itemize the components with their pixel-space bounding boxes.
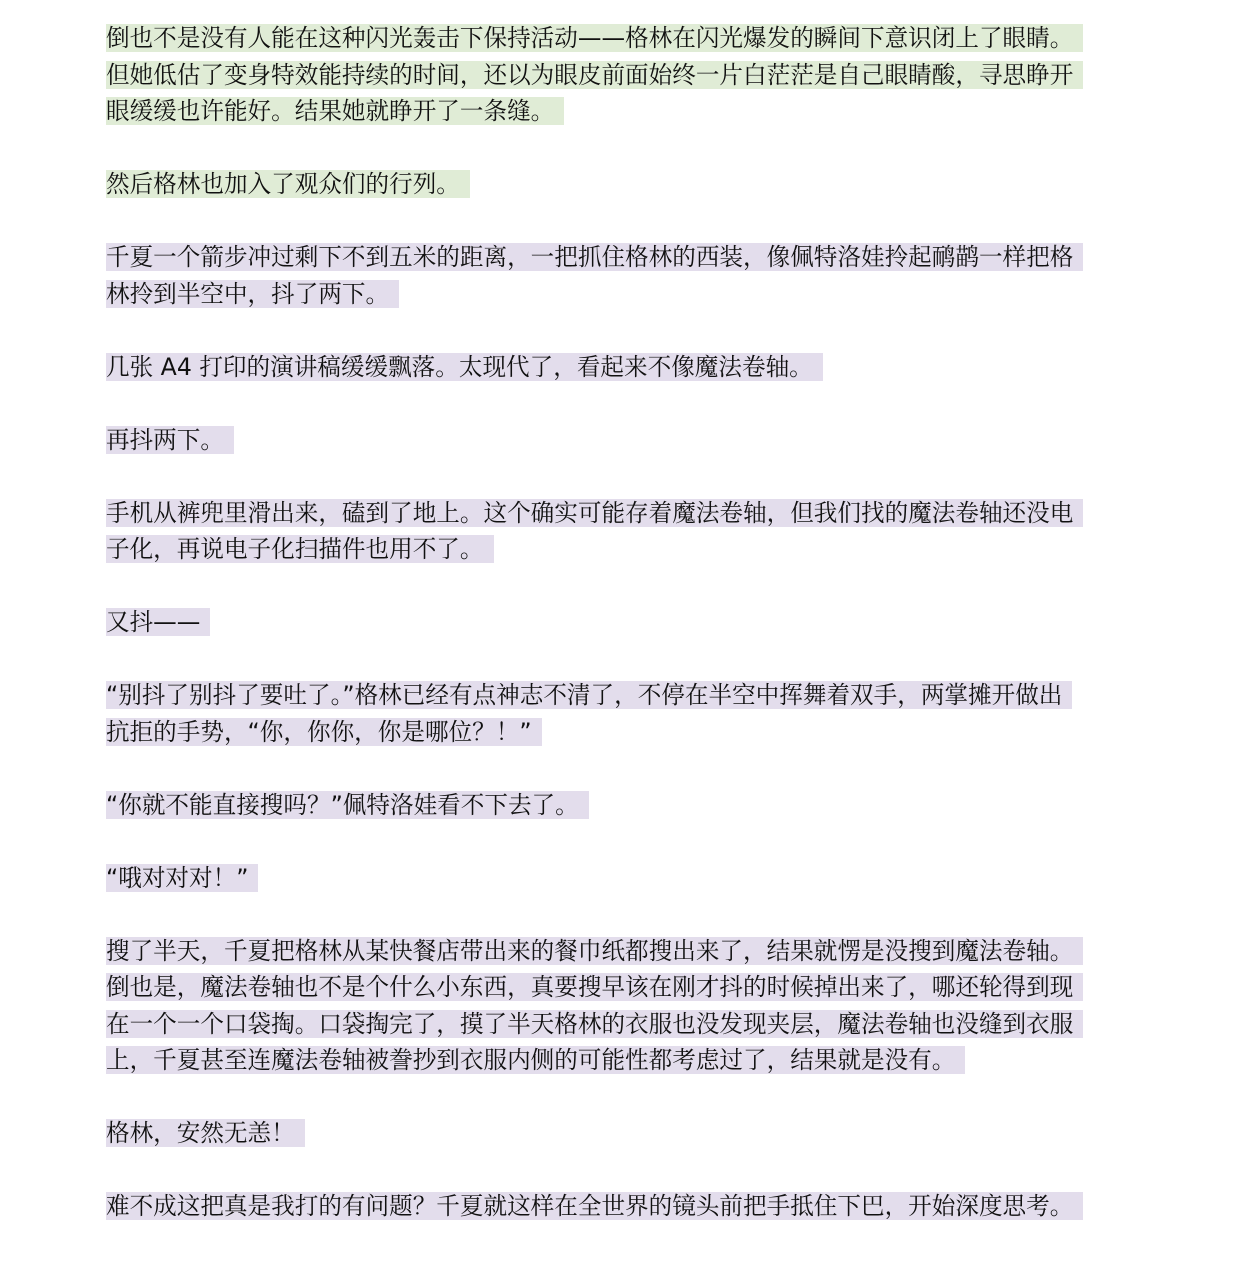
paragraph-13 — [106, 1188, 1106, 1225]
paragraph-text: 千夏一个箭步冲过剩下不到五米的距离，一把抓住格林的西装，像佩特洛娃拎起鸸鹋一样把格林拎到半空中，抖了两下。 — [106, 243, 1083, 308]
paragraph-text: 然后格林也加入了观众们的行列。 — [106, 170, 470, 198]
paragraph-text: 搜了半天，千夏把格林从某快餐店带出来的餐巾纸都搜出来了，结果就愣是没搜到魔法卷轴。倒也是，魔法卷轴也不是个什么小东西，真要搜早该在刚才抖的时候掉出来了，哪还轮得到现在一个一个口袋掏。口袋掏完了，摸了半天格林的衣服也没发现夹层，魔法卷轴也没缝到衣服上，千夏甚至连魔法卷轴被誊抄到衣服内侧的可能性都考虑过了，结果就是没有。 — [106, 937, 1083, 1075]
paragraph-12 — [106, 1115, 1081, 1152]
paragraph-11 — [106, 933, 1081, 1079]
paragraph-3 — [106, 239, 1081, 312]
paragraph-10 — [106, 860, 1081, 897]
paragraph-text: 难不成这把真是我打的有问题？千夏就这样在全世界的镜头前把手抵住下巴，开始深度思考。 — [106, 1192, 1083, 1220]
paragraph-text: “你就不能直接搜吗？”佩特洛娃看不下去了。 — [106, 791, 589, 819]
document-body — [106, 20, 1106, 1261]
paragraph-2 — [106, 166, 1081, 203]
paragraph-7 — [106, 604, 1081, 641]
paragraph-6 — [106, 495, 1081, 568]
paragraph-4 — [106, 349, 1081, 386]
paragraph-5 — [106, 422, 1081, 459]
paragraph-text: 再抖两下。 — [106, 426, 234, 454]
paragraph-8 — [106, 677, 1081, 750]
paragraph-text: 格林，安然无恙！ — [106, 1119, 305, 1147]
paragraph-text: 倒也不是没有人能在这种闪光轰击下保持活动——格林在闪光爆发的瞬间下意识闭上了眼睛。但她低估了变身特效能持续的时间，还以为眼皮前面始终一片白茫茫是自己眼睛酸，寻思睁开眼缓缓也许能好。结果她就睁开了一条缝。 — [106, 24, 1083, 125]
paragraph-text: 几张 A4 打印的演讲稿缓缓飘落。太现代了，看起来不像魔法卷轴。 — [106, 353, 823, 381]
paragraph-text: 手机从裤兜里滑出来，磕到了地上。这个确实可能存着魔法卷轴，但我们找的魔法卷轴还没电子化，再说电子化扫描件也用不了。 — [106, 499, 1083, 564]
paragraph-text: “别抖了别抖了要吐了。”格林已经有点神志不清了，不停在半空中挥舞着双手，两掌摊开做出抗拒的手势，“你，你你，你是哪位？！” — [106, 681, 1072, 746]
paragraph-9 — [106, 787, 1081, 824]
paragraph-text: 又抖—— — [106, 608, 210, 636]
paragraph-1 — [106, 20, 1081, 130]
paragraph-text: “哦对对对！” — [106, 864, 258, 892]
